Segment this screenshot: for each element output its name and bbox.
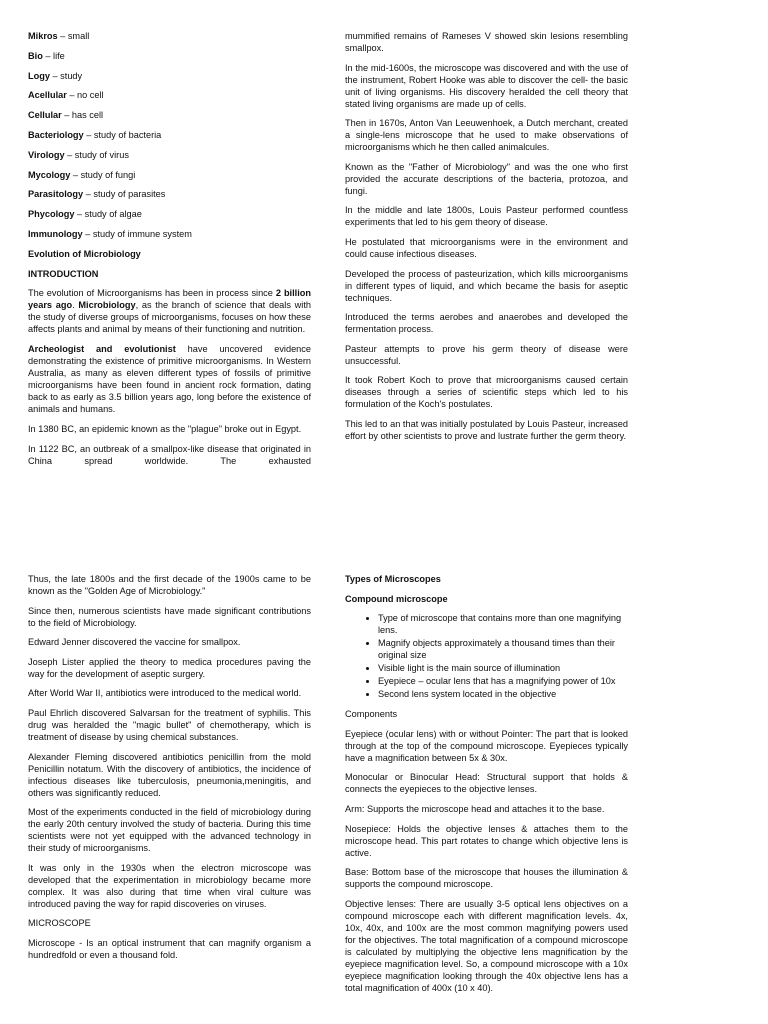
glossary-item: Bio – life [28, 50, 65, 61]
glossary-item: Phycology – study of algae [28, 209, 142, 220]
history-paragraph: Paul Ehrlich discovered Salvarsan for the treatment of syphilis. This drug was heralded the "magic bullet" of chemotherapy, which is treatment of disease by using chemical substances. [28, 707, 311, 742]
components-label: Components [345, 709, 398, 720]
top-right-column [345, 30, 628, 450]
history-paragraph: Introduced the terms aerobes and anaerobes and developed the fermentation process. [345, 312, 628, 335]
intro-paragraph: Archeologist and evolutionist have uncovered evidence demonstrating the existence of primitive microorganisms. In Western Australia, as many as eleven different types of fossils of primitive microorganisms have been found in ancient rock formation, dating back to as early as 3.5 billion years ago, long before the existence of animals and humans. [28, 344, 311, 415]
history-paragraph: Then in 1670s, Anton Van Leeuwenhoek, a Dutch merchant, created a single-lens microscope that he used to make observations of microorganisms which he then called animalcules. [345, 118, 628, 153]
microscope-heading: MICROSCOPE [28, 918, 91, 929]
section-heading: INTRODUCTION [28, 268, 99, 279]
component-paragraph: Eyepiece (ocular lens) with or without Pointer: The part that is looked through at the top of the compound microscope. Eyepieces typically have a magnification between 5x & 30x. [345, 728, 628, 763]
component-paragraph: Arm: Supports the microscope head and attaches it to the base. [345, 803, 605, 814]
intro-paragraph: The evolution of Microorganisms has been in process since 2 billion years ago. Microbiology, as the branch of science that deals with the study of diverse groups of microorganisms, focuses on how these affects plants and animal by means of their functioning and nutrition. [28, 288, 312, 335]
component-paragraph: Objective lenses: There are usually 3-5 optical lens objectives on a compound microscope each with different magnification levels. 4x, 10x, 40x, and 100x are the most common magnifying powers used for the objectives. The total magnification of a compound microscope is calculated by multiplying the objective lens magnification by the eyepiece magnification level. So, a compound microscope with a 10x eyepiece magnification looking through the 40x objective lens has a total magnification of 400x (10 x 40). [345, 898, 628, 993]
history-paragraph: Edward Jenner discovered the vaccine for smallpox. [28, 637, 241, 648]
microscope-definition: Microscope - Is an optical instrument that can magnify organism a hundredfold or even a thousand fold. [28, 937, 311, 960]
glossary-item: Parasitology – study of parasites [28, 189, 166, 200]
history-paragraph: It took Robert Koch to prove that microorganisms caused certain diseases through a series of scientific steps which led to his formulation of the Koch's postulates. [345, 375, 628, 410]
list-item: • Visible light is the main source of illumination [378, 662, 628, 674]
component-paragraph: Nosepiece: Holds the objective lenses & attaches them to the microscope head. This part rotates to change which objective lens is active. [345, 823, 628, 858]
history-paragraph: Thus, the late 1800s and the first decade of the 1900s came to be known as the "Golden Age of Microbiology." [28, 574, 311, 596]
component-paragraph: Base: Bottom base of the microscope that houses the illumination & supports the compound microscope. [345, 867, 628, 890]
glossary-item: Mycology – study of fungi [28, 169, 136, 180]
history-paragraph: Since then, numerous scientists have made significant contributions to the field of Microbiology. [28, 605, 311, 628]
section-heading: Evolution of Microbiology [28, 248, 141, 259]
glossary-item: Acellular – no cell [28, 90, 104, 101]
history-paragraph: In the middle and late 1800s, Louis Pasteur performed countless experiments that led to his gem theory of disease. [345, 205, 628, 228]
bottom-right-column [345, 573, 628, 1001]
list-item: • Second lens system located in the objective [378, 688, 628, 700]
top-left-column [28, 30, 311, 475]
history-paragraph: In the mid-1600s, the microscope was discovered and with the use of the instrument, Robert Hooke was able to discover the cell- the basic unit of living organisms. His discovery heralded the cell theory that stated living organisms are made up of cells. [345, 62, 628, 109]
glossary-item: Logy – study [28, 70, 83, 81]
compound-bullet-list [345, 612, 628, 700]
glossary-item: Virology – study of virus [28, 149, 129, 160]
intro-paragraph: In 1380 BC, an epidemic known as the "plague" broke out in Egypt. [28, 423, 302, 434]
history-paragraph: Developed the process of pasteurization, which kills microorganisms in different types of liquid, and which became the basis for aseptic techniques. [345, 268, 628, 303]
history-paragraph: He postulated that microorganisms were in the environment and could cause infectious diseases. [345, 236, 628, 259]
history-paragraph: Pasteur attempts to prove his germ theory of disease were unsuccessful. [345, 343, 628, 366]
section-heading: Types of Microscopes [345, 574, 441, 584]
history-paragraph: After World War II, antibiotics were introduced to the medical world. [28, 688, 302, 699]
glossary-item: Mikros – small [28, 31, 90, 41]
glossary-item: Cellular – has cell [28, 110, 104, 121]
history-paragraph: Most of the experiments conducted in the field of microbiology during the early 20th century involved the study of bacteria. During this time scientists were not yet equipped with the advanced technology in their study of microorganisms. [28, 807, 311, 854]
history-paragraph: Alexander Fleming discovered antibiotics penicillin from the mold Penicillin notatum. With the discovery of antibiotics, the incidence of infectious diseases like tuberculosis, pneumonia,meningitis, and others was significantly reduced. [28, 751, 311, 798]
history-paragraph: mummified remains of Rameses V showed skin lesions resembling smallpox. [345, 31, 628, 53]
history-paragraph: Joseph Lister applied the theory to medica procedures paving the way for the development of aseptic surgery. [28, 656, 311, 679]
glossary-item: Bacteriology – study of bacteria [28, 129, 162, 140]
section-heading: Compound microscope [345, 593, 448, 604]
component-paragraph: Monocular or Binocular Head: Structural support that holds & connects the eyepieces to the objective lenses. [345, 772, 628, 795]
intro-paragraph: In 1122 BC, an outbreak of a smallpox-like disease that originated in China spread worldwide. The exhausted [28, 443, 311, 466]
list-item: • Magnify objects approximately a thousand times than their original size [378, 637, 628, 661]
history-paragraph: Known as the "Father of Microbiology" and was the one who first provided the accurate descriptions of the bacteria, protozoa, and fungi. [345, 161, 628, 196]
glossary-item: Immunology – study of immune system [28, 228, 192, 239]
history-paragraph: It was only in the 1930s when the electron microscope was developed that the experimentation in microbiology became more complex. It was also during that time when viral culture was introduced paving the way for rapid discoveries on viruses. [28, 862, 311, 909]
bottom-left-column [28, 573, 311, 969]
list-item: • Eyepiece – ocular lens that has a magnifying power of 10x [378, 675, 628, 687]
list-item: • Type of microscope that contains more than one magnifying lens. [378, 612, 628, 636]
history-paragraph: This led to an that was initially postulated by Louis Pasteur, increased effort by other scientists to prove and lustrate further the germ theory. [345, 418, 628, 441]
